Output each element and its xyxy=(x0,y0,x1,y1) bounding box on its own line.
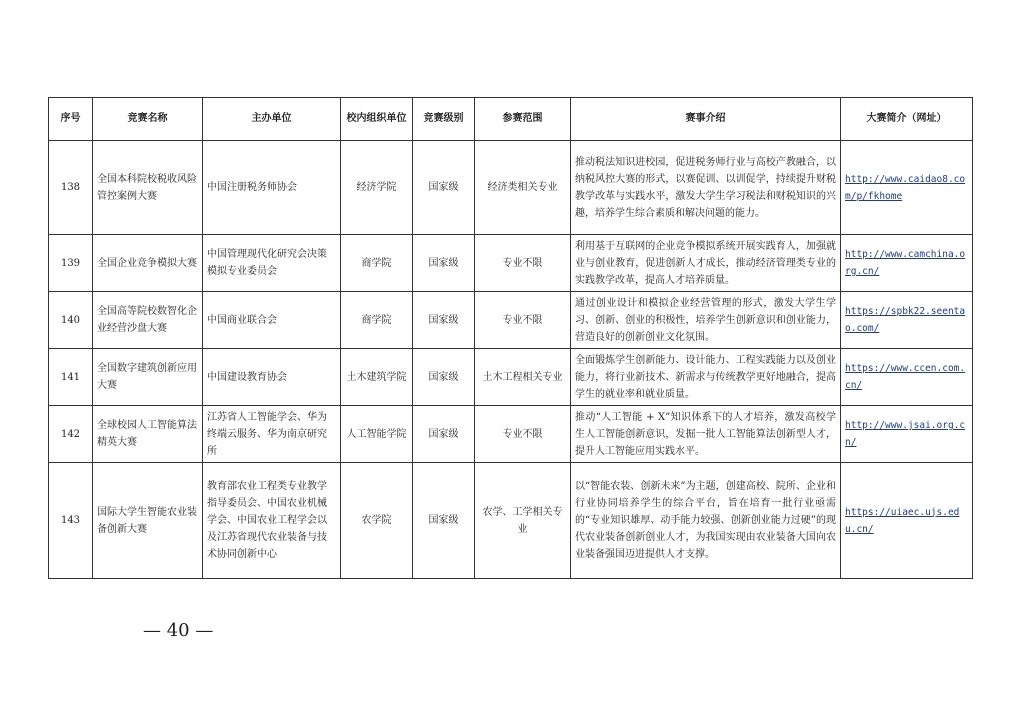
cell-url xyxy=(841,406,973,463)
cell-name: 全国高等院校数智化企业经营沙盘大赛 xyxy=(93,292,203,349)
cell-host: 中国商业联合会 xyxy=(203,292,341,349)
header-url: 大赛简介（网址） xyxy=(841,98,973,141)
cell-name: 全国数字建筑创新应用大赛 xyxy=(93,349,203,406)
cell-intro: 推动税法知识进校园，促进税务师行业与高校产教融合，以纳税风控大赛的形式，以赛促训、以训促学，持续提升财税教学改革与实践水平，激发大学生学习税法和财税知识的兴趣，培养学生综合素质和解决问题的能力。 xyxy=(571,141,841,235)
cell-org: 商学院 xyxy=(341,235,413,292)
competition-table xyxy=(48,97,973,579)
cell-scope: 专业不限 xyxy=(475,292,571,349)
cell-no: 140 xyxy=(49,292,93,349)
competition-link[interactable]: https://uiaec.ujs.edu.cn/ xyxy=(845,506,960,535)
table-row xyxy=(49,141,973,235)
cell-host: 江苏省人工智能学会、华为终端云服务、华为南京研究所 xyxy=(203,406,341,463)
cell-no: 139 xyxy=(49,235,93,292)
header-no: 序号 xyxy=(49,98,93,141)
cell-level: 国家级 xyxy=(413,141,475,235)
cell-scope: 土木工程相关专业 xyxy=(475,349,571,406)
cell-intro: 全面锻炼学生创新能力、设计能力、工程实践能力以及创业能力，将行业新技术、新需求与传统教学更好地融合，提高学生的就业率和就业质量。 xyxy=(571,349,841,406)
table-row xyxy=(49,235,973,292)
header-org: 校内组织单位 xyxy=(341,98,413,141)
table-header-row xyxy=(49,98,973,141)
header-intro: 赛事介绍 xyxy=(571,98,841,141)
cell-no: 138 xyxy=(49,141,93,235)
cell-intro: 利用基于互联网的企业竞争模拟系统开展实践育人，加强就业与创业教育，促进创新人才成长，推动经济管理类专业的实践教学改革，提高人才培养质量。 xyxy=(571,235,841,292)
cell-name: 全国本科院校税收风险管控案例大赛 xyxy=(93,141,203,235)
competition-link[interactable]: http://www.jsai.org.cn/ xyxy=(845,420,966,448)
cell-intro: 以“智能农装、创新未来”为主题，创建高校、院所、企业和行业协同培养学生的综合平台，旨在培育一批行业亟需的“专业知识雄厚、动手能力较强、创新创业能力过硬”的现代农业装备创新创业人才，为我国实现由农业装备大国向农业装备强国迈进提供人才支撑。 xyxy=(571,463,841,579)
cell-org: 商学院 xyxy=(341,292,413,349)
cell-level: 国家级 xyxy=(413,292,475,349)
cell-no: 142 xyxy=(49,406,93,463)
cell-level: 国家级 xyxy=(413,235,475,292)
cell-scope: 专业不限 xyxy=(475,406,571,463)
cell-name: 全国企业竞争模拟大赛 xyxy=(93,235,203,292)
competition-link[interactable]: https://www.ccen.com.cn/ xyxy=(845,363,966,391)
cell-name: 全球校园人工智能算法精英大赛 xyxy=(93,406,203,463)
cell-scope: 经济类相关专业 xyxy=(475,141,571,235)
header-level: 竞赛级别 xyxy=(413,98,475,141)
cell-intro: 推动“人工智能 + X”知识体系下的人才培养，激发高校学生人工智能创新意识，发掘一批人工智能算法创新型人才，提升人工智能应用实践水平。 xyxy=(571,406,841,463)
table-row xyxy=(49,463,973,579)
cell-level: 国家级 xyxy=(413,463,475,579)
cell-url xyxy=(841,235,973,292)
table-row xyxy=(49,406,973,463)
cell-url xyxy=(841,141,973,235)
cell-level: 国家级 xyxy=(413,406,475,463)
page-number: — 40 — xyxy=(143,620,214,641)
cell-name: 国际大学生智能农业装备创新大赛 xyxy=(93,463,203,579)
header-scope: 参赛范围 xyxy=(475,98,571,141)
cell-no: 143 xyxy=(49,463,93,579)
cell-org: 土木建筑学院 xyxy=(341,349,413,406)
table-row xyxy=(49,349,973,406)
cell-url xyxy=(841,349,973,406)
competition-link[interactable]: http://www.camchina.org.cn/ xyxy=(845,249,966,277)
cell-no: 141 xyxy=(49,349,93,406)
cell-url xyxy=(841,292,973,349)
cell-scope: 专业不限 xyxy=(475,235,571,292)
cell-host: 中国管理现代化研究会决策模拟专业委员会 xyxy=(203,235,341,292)
cell-org: 人工智能学院 xyxy=(341,406,413,463)
table-row xyxy=(49,292,973,349)
cell-level: 国家级 xyxy=(413,349,475,406)
cell-host: 教育部农业工程类专业教学指导委员会、中国农业机械学会、中国农业工程学会以及江苏省现代农业装备与技术协同创新中心 xyxy=(203,463,341,579)
cell-host: 中国建设教育协会 xyxy=(203,349,341,406)
competition-link[interactable]: https://spbk22.seentao.com/ xyxy=(845,306,966,334)
cell-scope: 农学、工学相关专业 xyxy=(475,463,571,579)
cell-org: 农学院 xyxy=(341,463,413,579)
competition-link[interactable]: http://www.caidao8.com/p/fkhome xyxy=(845,173,966,202)
cell-url xyxy=(841,463,973,579)
cell-org: 经济学院 xyxy=(341,141,413,235)
header-name: 竞赛名称 xyxy=(93,98,203,141)
header-host: 主办单位 xyxy=(203,98,341,141)
cell-host: 中国注册税务师协会 xyxy=(203,141,341,235)
cell-intro: 通过创业设计和模拟企业经营管理的形式，激发大学生学习、创新、创业的积极性，培养学生创新意识和创业能力，营造良好的创新创业文化氛围。 xyxy=(571,292,841,349)
